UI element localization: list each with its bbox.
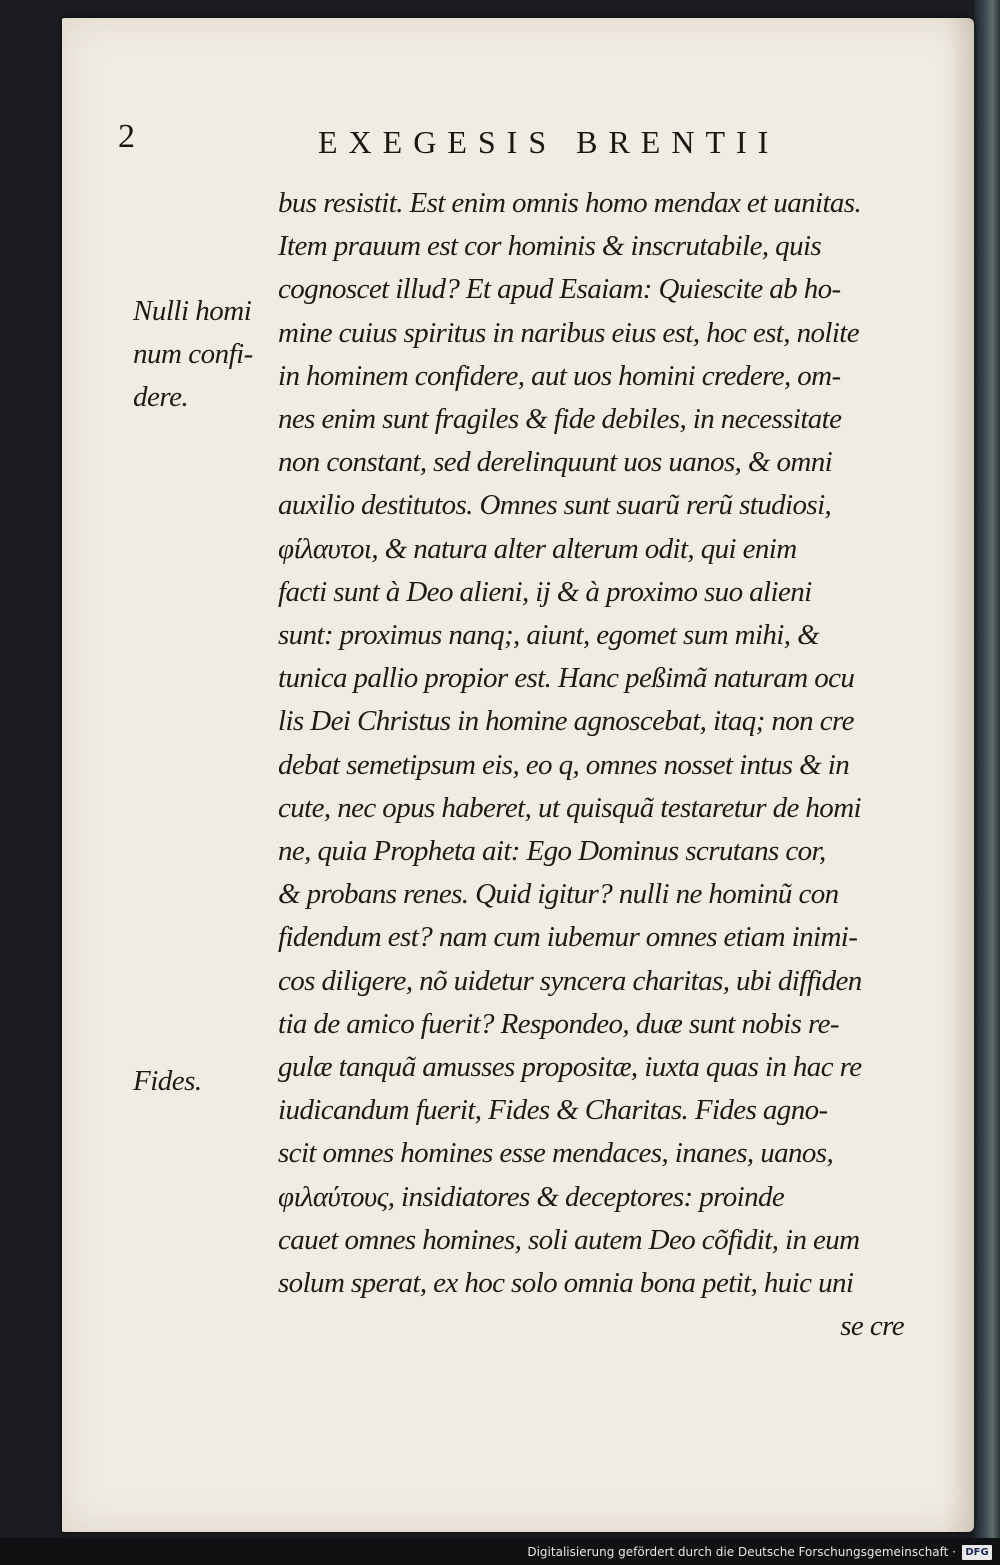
text-line: ne, quia Propheta ait: Ego Dominus scrutans cor,: [278, 835, 826, 868]
margin-note-line: dere.: [133, 381, 189, 413]
text-line: bus resistit. Est enim omnis homo mendax et uanitas.: [278, 187, 862, 219]
catchword: se cre: [840, 1310, 904, 1343]
text-line: mine cuius spiritus in naribus eius est, hoc est, nolite: [278, 316, 860, 349]
text-line: fidendum est? nam cum iubemur omnes etiam inimi-: [278, 921, 858, 954]
text-line: iudicandum fuerit, Fides & Charitas. Fides agno-: [278, 1094, 828, 1127]
text-line: cognoscet illud? Et apud Esaiam: Quiescite ab ho-: [278, 273, 841, 306]
text-line: nes enim sunt fragiles & fide debiles, in necessitate: [278, 403, 842, 436]
text-line: cute, nec opus haberet, ut quisquã testaretur de homi: [278, 791, 862, 824]
book-spine-edge: [974, 0, 1000, 1540]
text-line: lis Dei Christus in homine agnoscebat, itaq; non cre: [278, 705, 854, 738]
text-line: cauet omnes homines, soli autem Deo cõfidit, in eum: [278, 1223, 860, 1256]
text-line: facti sunt à Deo alieni, ij & à proximo suo alieni: [278, 575, 812, 608]
footer-bar: [0, 1538, 1000, 1565]
text-line: in hominem confidere, aut uos homini credere, om-: [278, 359, 841, 392]
page-number: 2: [118, 118, 134, 155]
text-line: & probans renes. Quid igitur? nulli ne hominũ con: [278, 878, 839, 911]
margin-note-line: num confi-: [133, 338, 253, 370]
text-line: scit omnes homines esse mendaces, inanes, uanos,: [278, 1137, 834, 1170]
body-text: [278, 182, 918, 1348]
running-head: EXEGESIS BRENTII: [318, 124, 780, 160]
text-line: φίλαυτοι, & natura alter alterum odit, qui enim: [278, 532, 797, 565]
text-line: non constant, sed derelinquunt uos uanos, & omni: [278, 446, 833, 479]
text-line: cos diligere, nõ uidetur syncera charitas, ubi diffiden: [278, 964, 862, 997]
text-line: tia de amico fuerit? Respondeo, duæ sunt nobis re-: [278, 1007, 839, 1040]
text-line: tunica pallio propior est. Hanc peßimã naturam ocu: [278, 662, 855, 695]
margin-note-line: Nulli homi: [133, 295, 252, 327]
text-line: Item prauum est cor hominis & inscrutabile, quis: [278, 230, 822, 263]
margin-note-line: Fides.: [133, 1065, 202, 1097]
text-line: auxilio destitutos. Omnes sunt suarũ rerũ studiosi,: [278, 489, 832, 522]
footer-credit: Digitalisierung gefördert durch die Deutsche Forschungsgemeinschaft ·: [527, 1545, 956, 1559]
text-line: solum sperat, ex hoc solo omnia bona petit, huic uni: [278, 1267, 854, 1300]
text-line: φιλαύτους, insidiatores & deceptores: proinde: [278, 1180, 785, 1213]
text-line: gulæ tanquã amusses propositæ, iuxta quas in hac re: [278, 1051, 862, 1084]
margin-note-fides: [133, 1060, 273, 1103]
text-line: sunt: proximus nanq;, aiunt, egomet sum mihi, &: [278, 619, 820, 652]
dfg-logo-icon: DFG: [962, 1545, 992, 1560]
margin-note-nulli: [133, 290, 273, 419]
text-line: debat semetipsum eis, eo q, omnes nosset intus & in: [278, 748, 850, 781]
